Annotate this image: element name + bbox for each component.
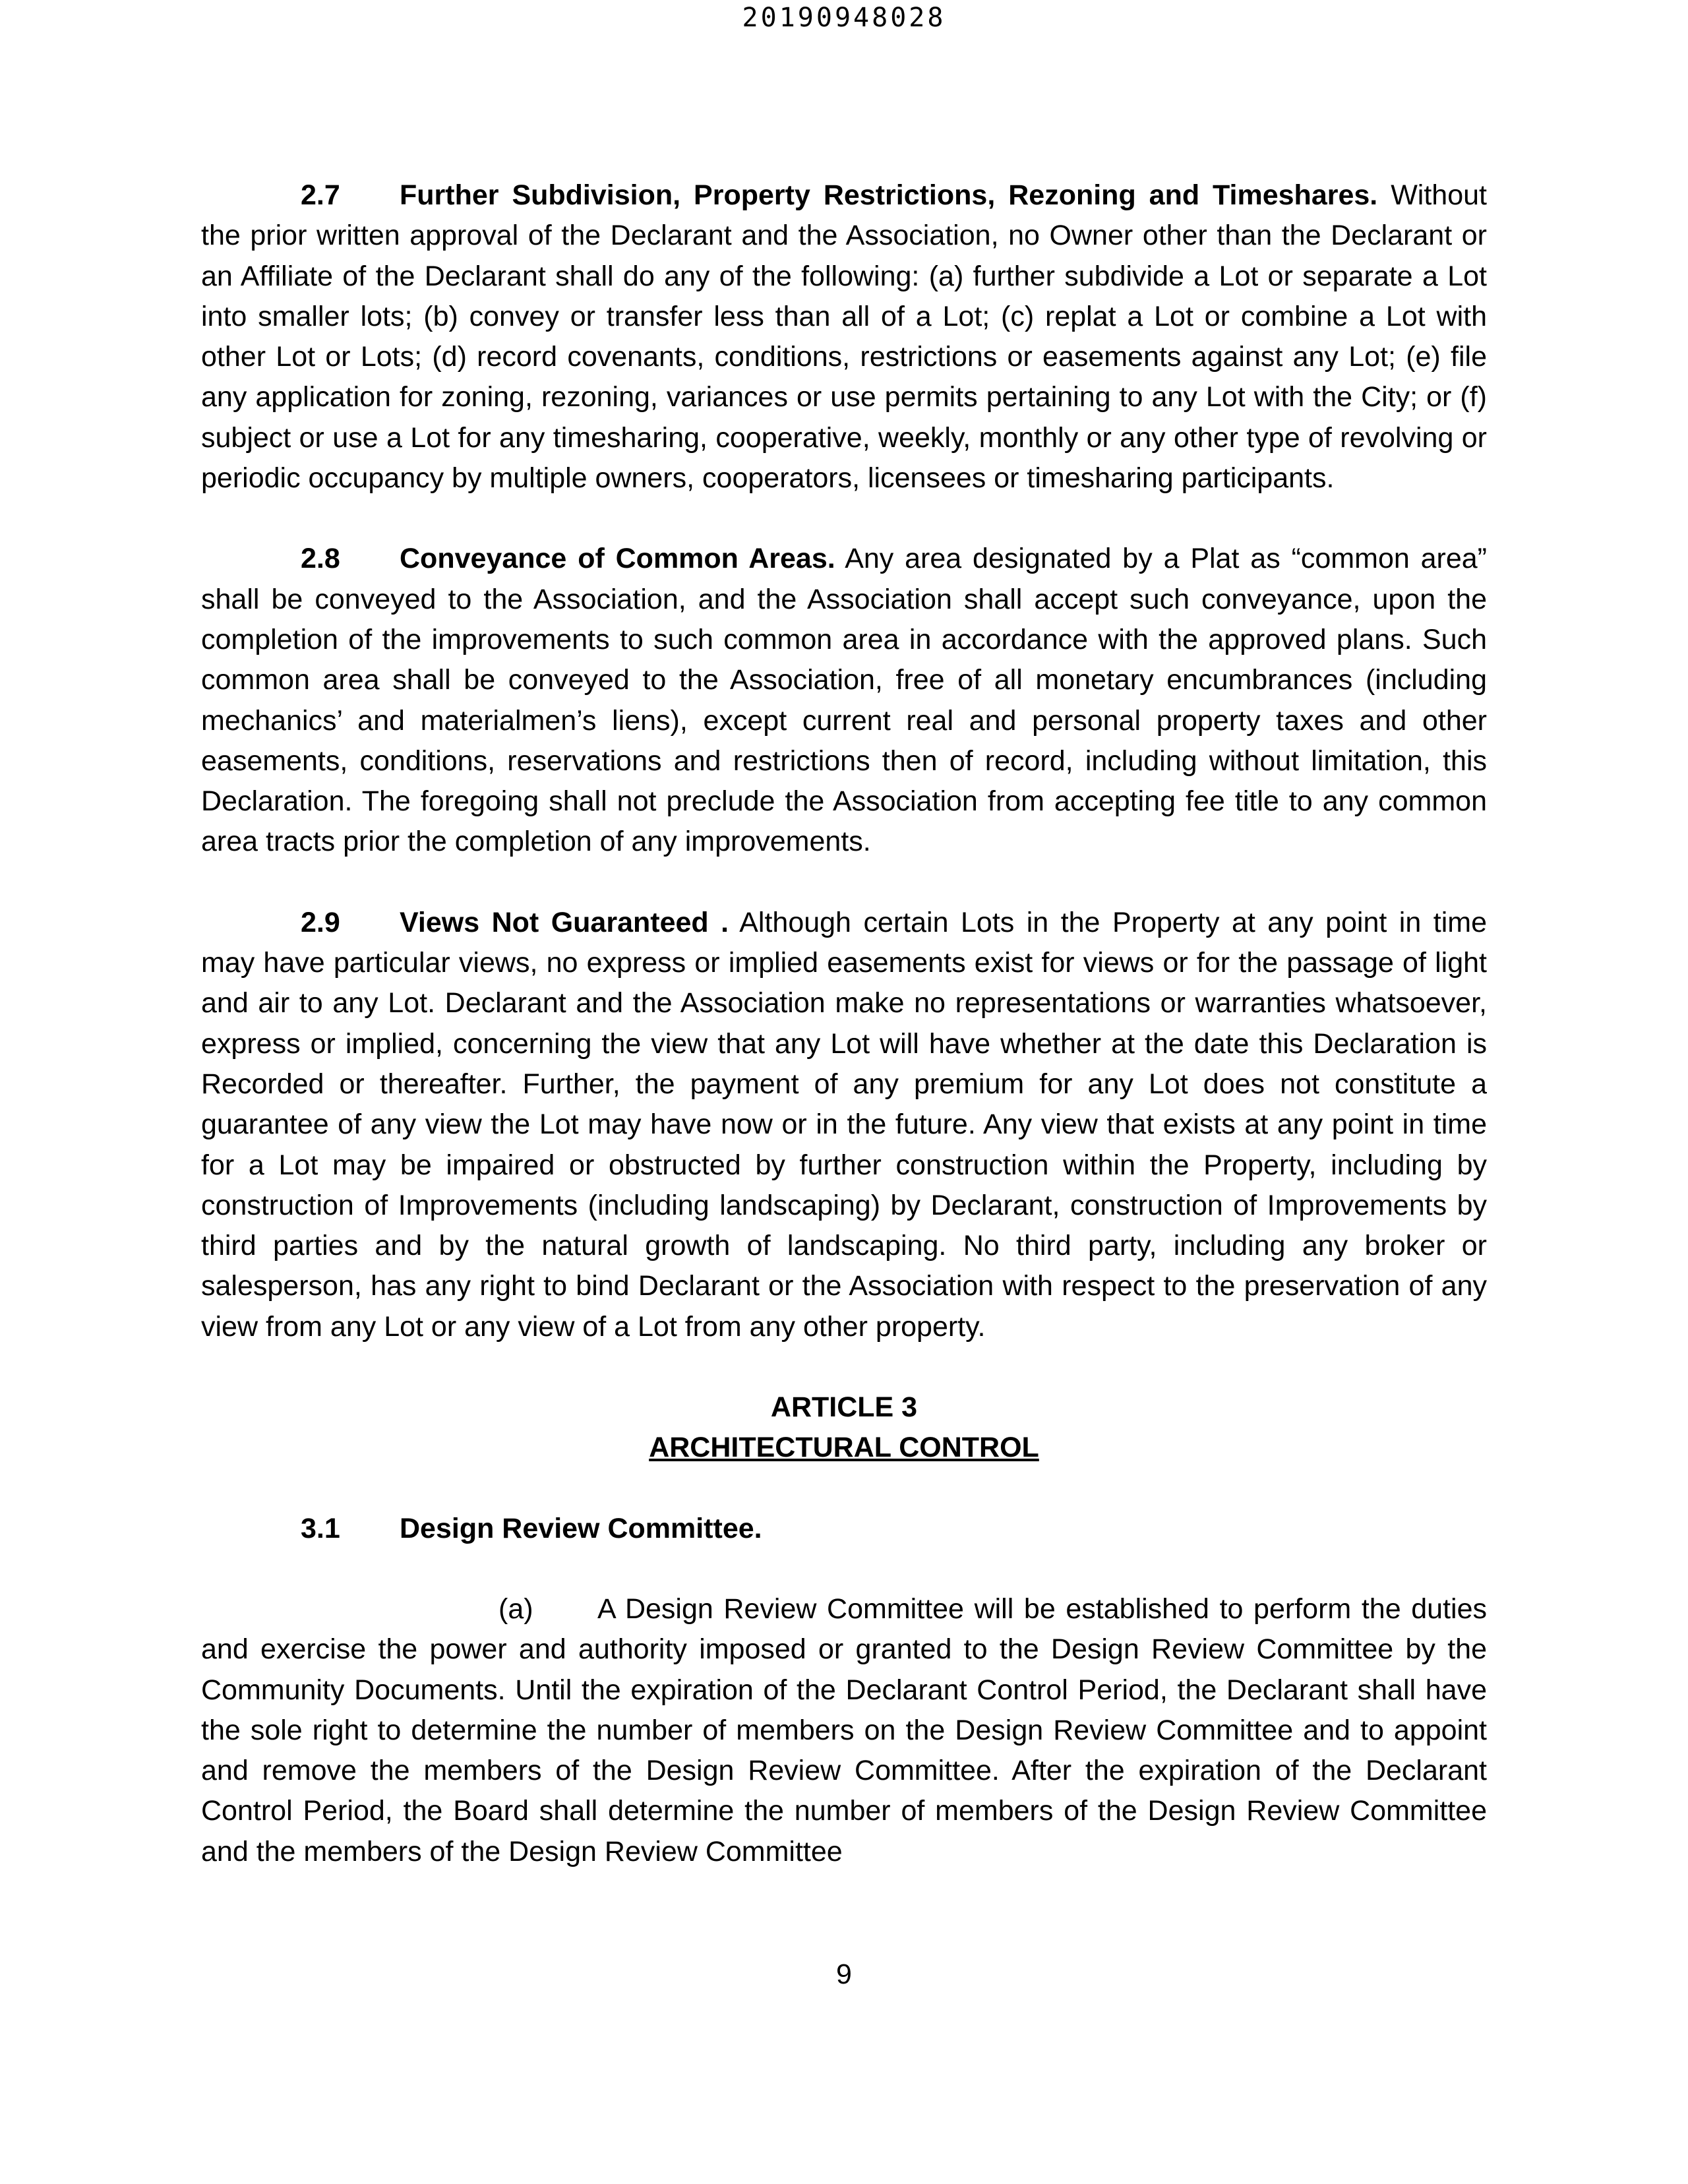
subsection-text: A Design Review Committee will be established to perform the duties and exercise the power and authority imposed or granted to the Design Review Committee by the Community Documents. Until the expiration of the Declarant Control Period, the Declarant shall have the sole right to determine the number of members on the Design Review Committee and to appoint and remove the members of the Design Review Committee. After the expiration of the Declarant Control Period, the Board shall determine the number of members of the Design Review Committee and the members of the Design Review Committee [201, 1592, 1487, 1867]
section-2-9 [201, 903, 1487, 1347]
section-title: Design Review Committee. [400, 1512, 762, 1544]
section-title: Further Subdivision, Property Restrictions, Rezoning and Timeshares. [400, 179, 1378, 211]
section-2-8 [201, 539, 1487, 862]
section-2-7 [201, 175, 1487, 499]
section-number: 3.1 [301, 1512, 340, 1544]
article-title: ARCHITECTURAL CONTROL [649, 1432, 1039, 1464]
section-title: Conveyance of Common Areas. [400, 543, 835, 575]
document-number: 20190948028 [742, 3, 946, 33]
section-number: 2.9 [301, 906, 340, 938]
section-text: Although certain Lots in the Property at any point in time may have particular views, no express or implied easements exist for views or for the passage of light and air to any Lot. Declarant and the Association make no representations or warranties whatsoever, express or implied, concerning the view that any Lot will have whether at the date this Declaration is Recorded or thereafter. Further, the payment of any premium for any Lot does not constitute a guarantee of any view the Lot may have now or in the future. Any view that exists at any point in time for a Lot may be impaired or obstructed by further construction within the Property, including by construction of Improvements (including landscaping) by Declarant, construction of Improvements by third parties and by the natural growth of landscaping. No third party, including any broker or salesperson, has any right to bind Declarant or the Association with respect to the preservation of any view from any Lot or any view of a Lot from any other property. [201, 906, 1487, 1343]
section-text: Without the prior written approval of the Declarant and the Association, no Owner other than the Declarant or an Affiliate of the Declarant shall do any of the following: (a) further subdivide a Lot or separate a Lot into smaller lots; (b) convey or transfer less than all of a Lot; (c) replat a Lot or combine a Lot with other Lot or Lots; (d) record covenants, conditions, restrictions or easements against any Lot; (e) file any application for zoning, rezoning, variances or use permits pertaining to any Lot with the City; or (f) subject or use a Lot for any timesharing, cooperative, weekly, monthly or any other type of revolving or periodic occupancy by multiple owners, cooperators, licensees or timesharing participants. [201, 179, 1487, 495]
section-title: Views Not Guaranteed . [400, 906, 729, 938]
section-number: 2.8 [301, 543, 340, 575]
section-text: Any area designated by a Plat as “common area” shall be conveyed to the Association, and the Association shall accept such conveyance, upon the completion of the improvements to such common area in accordance with the approved plans. Such common area shall be conveyed to the Association, free of all monetary encumbrances (including mechanics’ and materialmen’s liens), except current real and personal property taxes and other easements, conditions, reservations and restrictions then of record, including without limitation, this Declaration. The foregoing shall not preclude the Association from accepting fee title to any common area tracts prior the completion of any improvements. [201, 543, 1488, 858]
section-number: 2.7 [301, 179, 340, 211]
document-body [201, 175, 1487, 1872]
section-3-1-heading [201, 1509, 1487, 1549]
subsection-label: (a) [498, 1592, 533, 1625]
subsection-a [201, 1589, 1487, 1872]
article-label: ARTICLE 3 [770, 1391, 918, 1424]
page-number: 9 [836, 1958, 852, 1990]
